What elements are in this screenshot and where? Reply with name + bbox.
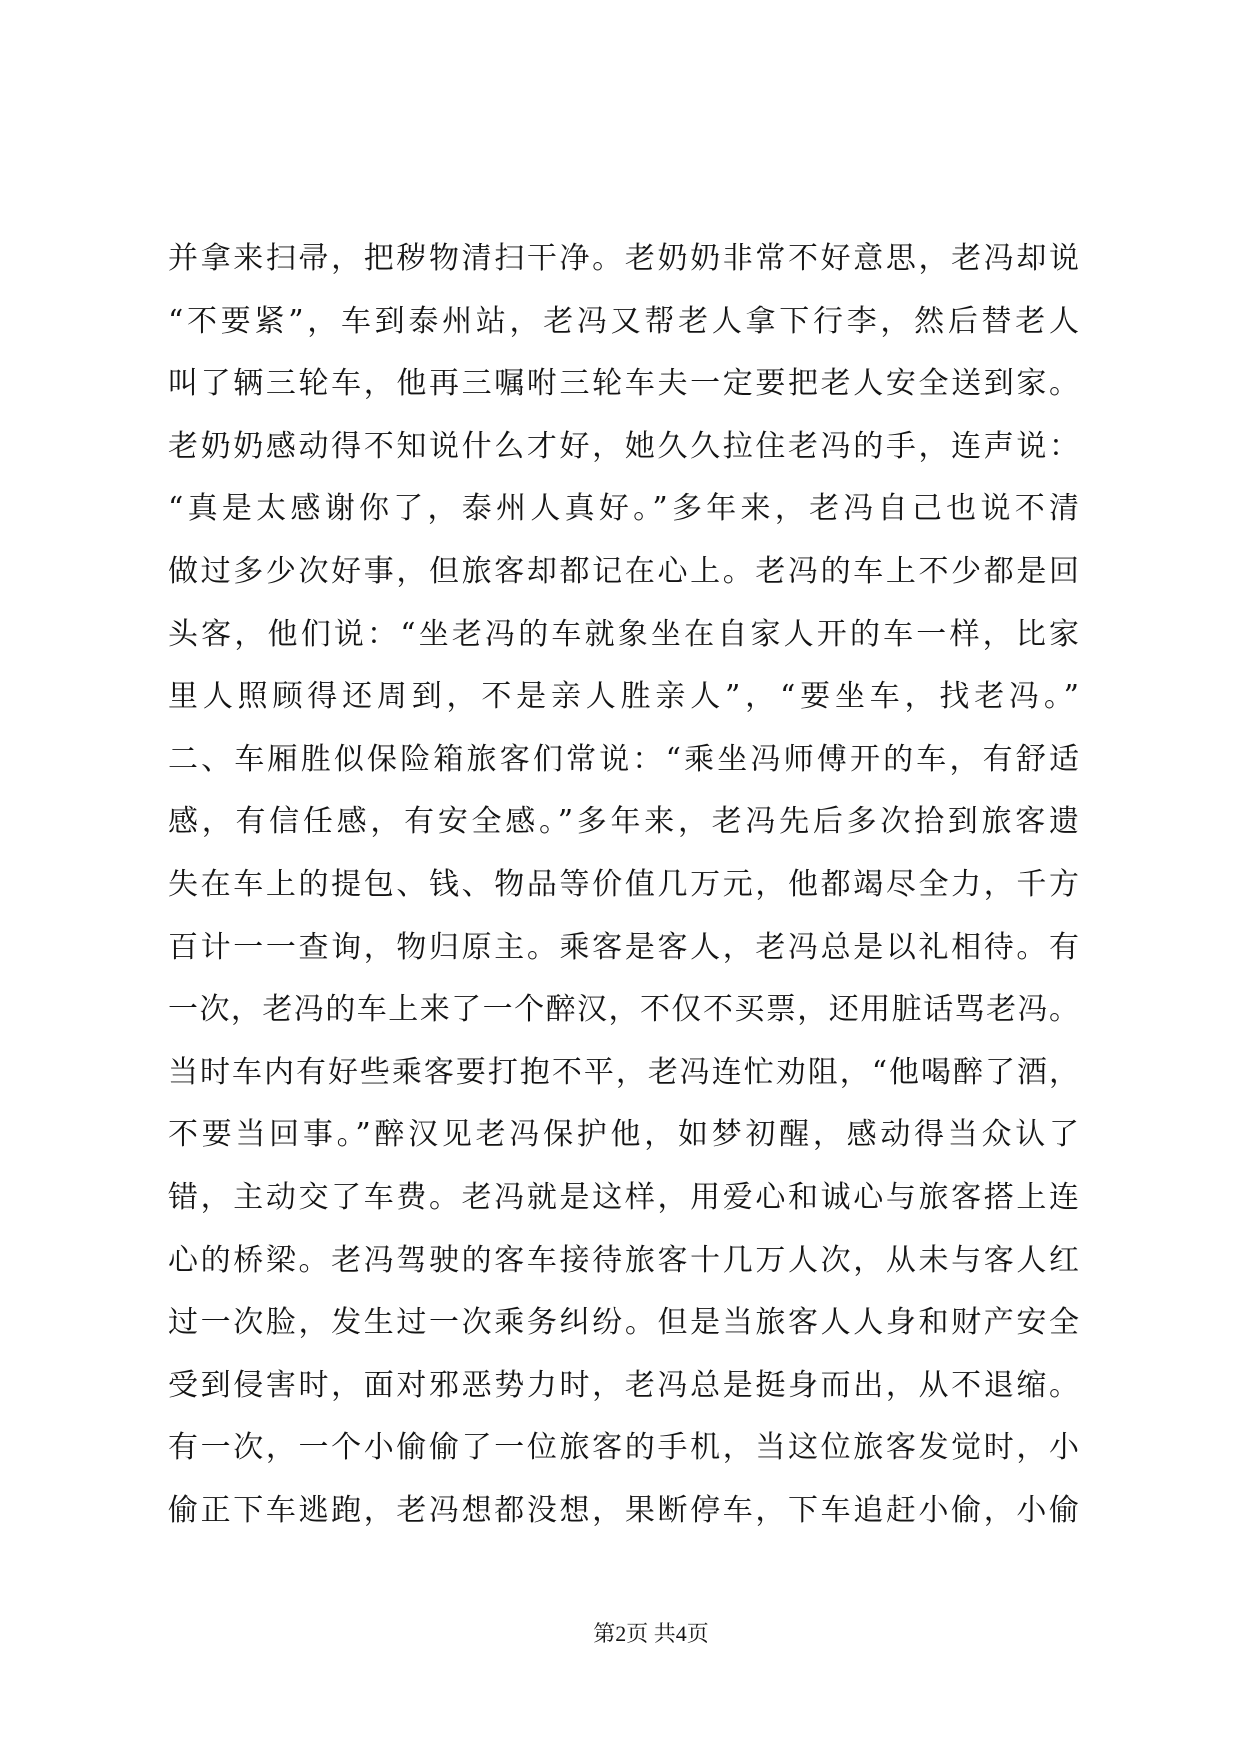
document-body — [168, 228, 1079, 1542]
text-line: 受到侵害时，面对邪恶势力时，老冯总是挺身而出，从不退缩。 — [168, 1367, 1079, 1403]
text-line: “不要紧”，车到泰州站，老冯又帮老人拿下行李，然后替老人 — [168, 303, 1079, 339]
text-line: 一次，老冯的车上来了一个醉汉，不仅不买票，还用脏话骂老冯。 — [168, 992, 1079, 1028]
text-line: 叫了辆三轮车，他再三嘱咐三轮车夫一定要把老人安全送到家。 — [168, 366, 1079, 402]
text-line: 百计一一查询，物归原主。乘客是客人，老冯总是以礼相待。有 — [168, 929, 1079, 965]
text-line: 失在车上的提包、钱、物品等价值几万元，他都竭尽全力，千方 — [168, 866, 1079, 902]
page-footer: 第2页 共4页 — [593, 1621, 709, 1646]
text-line: 并拿来扫帚，把秽物清扫干净。老奶奶非常不好意思，老冯却说 — [168, 241, 1079, 276]
text-line: 里人照顾得还周到，不是亲人胜亲人”，“要坐车，找老冯。” — [168, 679, 1079, 715]
text-line: 二、车厢胜似保险箱旅客们常说：“乘坐冯师傅开的车，有舒适 — [168, 741, 1079, 777]
text-line: 头客，他们说：“坐老冯的车就象坐在自家人开的车一样，比家 — [168, 616, 1079, 652]
text-line: 偷正下车逃跑，老冯想都没想，果断停车，下车追赶小偷，小偷 — [168, 1492, 1079, 1528]
text-line: 心的桥梁。老冯驾驶的客车接待旅客十几万人次，从未与客人红 — [168, 1242, 1079, 1278]
text-line: 当时车内有好些乘客要打抱不平，老冯连忙劝阻，“他喝醉了酒， — [168, 1054, 1079, 1090]
text-line: 过一次脸，发生过一次乘务纠纷。但是当旅客人人身和财产安全 — [168, 1305, 1079, 1341]
text-line: 感，有信任感，有安全感。”多年来，老冯先后多次拾到旅客遗 — [168, 804, 1079, 840]
text-line: 不要当回事。”醉汉见老冯保护他，如梦初醒，感动得当众认了 — [168, 1117, 1079, 1153]
text-line: “真是太感谢你了，泰州人真好。”多年来，老冯自己也说不清 — [168, 491, 1079, 527]
text-line: 有一次，一个小偷偷了一位旅客的手机，当这位旅客发觉时，小 — [168, 1430, 1079, 1466]
text-line: 错，主动交了车费。老冯就是这样，用爱心和诚心与旅客搭上连 — [168, 1179, 1079, 1215]
text-line: 老奶奶感动得不知说什么才好，她久久拉住老冯的手，连声说： — [168, 428, 1079, 464]
text-line: 做过多少次好事，但旅客却都记在心上。老冯的车上不少都是回 — [168, 553, 1079, 589]
